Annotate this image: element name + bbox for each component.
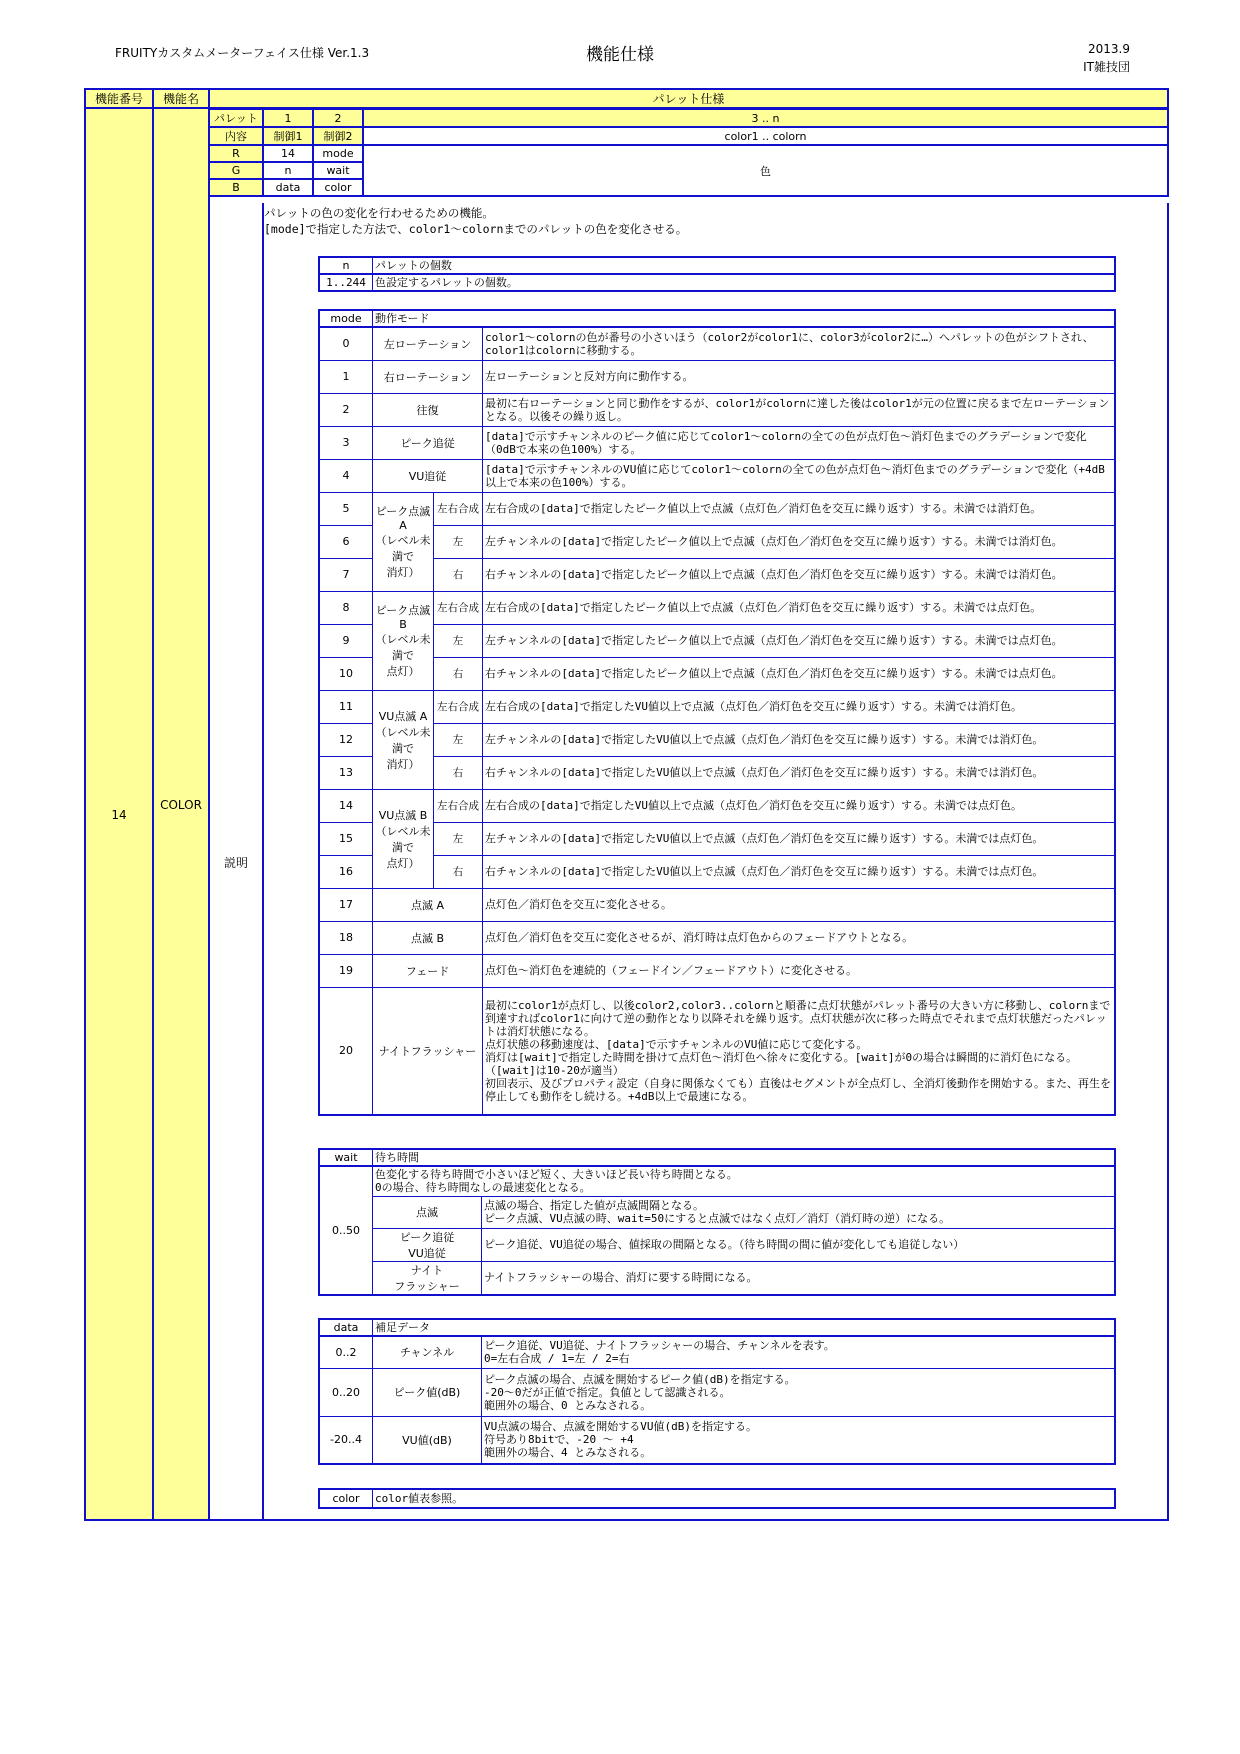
mode-number: 4 (319, 459, 373, 492)
mode-row (319, 591, 1115, 624)
palette-col2: wait (313, 162, 363, 179)
wait-row (319, 1166, 1115, 1196)
mode-channel: 右 (434, 855, 483, 888)
palette-row (209, 109, 1168, 127)
palette-col2: 2 (313, 109, 363, 127)
data-text: VU点滅の場合、点滅を開始するVU値(dB)を指定する。 符号あり8bitで、-20 ～ +4 範囲外の場合、4 とみなされる。 (482, 1416, 1116, 1464)
mode-text: 点灯色～消灯色を連続的（フェードイン／フェードアウト）に変化させる。 (483, 954, 1116, 987)
data-range: 0..2 (319, 1336, 373, 1368)
mode-row (319, 888, 1115, 921)
color-key: color (319, 1489, 373, 1508)
mode-channel: 右 (434, 558, 483, 591)
palette-col1: 14 (263, 145, 313, 162)
mode-number: 16 (319, 855, 373, 888)
mode-number: 9 (319, 624, 373, 657)
mode-text: 左右合成の[data]で指定したピーク値以上で点滅（点灯色／消灯色を交互に繰り返す）する。未満では点灯色。 (483, 591, 1116, 624)
mode-channel: 左 (434, 822, 483, 855)
wait-name: ピーク追従 VU追従 (373, 1228, 482, 1261)
mode-text: 左右合成の[data]で指定したピーク値以上で点滅（点灯色／消灯色を交互に繰り返す）する。未満では消灯色。 (483, 492, 1116, 525)
mode-text: 左チャンネルの[data]で指定したピーク値以上で点滅（点灯色／消灯色を交互に繰り返す）する。未満では消灯色。 (483, 525, 1116, 558)
mode-text: 右チャンネルの[data]で指定したピーク値以上で点滅（点灯色／消灯色を交互に繰り返す）する。未満では消灯色。 (483, 558, 1116, 591)
palette-row-label: パレット (209, 109, 263, 127)
func-name-column (152, 109, 210, 1521)
wait-title: 待ち時間 (373, 1149, 1116, 1166)
mode-row (319, 558, 1115, 591)
mode-text: [data]で示すチャンネルのピーク値に応じてcolor1～colornの全ての色が点灯色～消灯色までのグラデーションで変化（0dBで本来の色100%）する。 (483, 426, 1116, 459)
mode-row (319, 360, 1115, 393)
mode-channel: 右 (434, 657, 483, 690)
mode-name: 左ローテーション (373, 327, 483, 360)
mode-number: 5 (319, 492, 373, 525)
n-table (318, 256, 1116, 292)
palette-row (209, 127, 1168, 145)
doc-title: FRUITYカスタムメーターフェイス仕様 Ver.1.3 (115, 46, 370, 60)
mode-text: 右チャンネルの[data]で指定したVU値以上で点滅（点灯色／消灯色を交互に繰り返す）する。未満では消灯色。 (483, 756, 1116, 789)
palette-col2: color (313, 179, 363, 196)
mode-row (319, 822, 1115, 855)
mode-name: VU追従 (373, 459, 483, 492)
mode-number: 19 (319, 954, 373, 987)
mode-number: 1 (319, 360, 373, 393)
mode-channel: 右 (434, 756, 483, 789)
mode-text: 左ローテーションと反対方向に動作する。 (483, 360, 1116, 393)
mode-row (319, 459, 1115, 492)
mode-row (319, 855, 1115, 888)
mode-number: 6 (319, 525, 373, 558)
mode-text: 左チャンネルの[data]で指定したピーク値以上で点滅（点灯色／消灯色を交互に繰り返す）する。未満では点灯色。 (483, 624, 1116, 657)
palette-table (208, 108, 1169, 197)
mode-number: 20 (319, 987, 373, 1115)
wait-general: 色変化する待ち時間で小さいほど短く、大きいほど長い待ち時間となる。 0の場合、待ち時間なしの最速変化となる。 (373, 1166, 1116, 1196)
mode-text: 右チャンネルの[data]で指定したピーク値以上で点滅（点灯色／消灯色を交互に繰り返す）する。未満では点灯色。 (483, 657, 1116, 690)
mode-row (319, 756, 1115, 789)
data-name-cell: チャンネル (373, 1336, 482, 1368)
mode-channel: 左 (434, 624, 483, 657)
mode-key: mode (319, 310, 373, 327)
mode-name: 右ローテーション (373, 360, 483, 393)
color-text: color値表参照。 (373, 1489, 1116, 1508)
palette-col1: 制御1 (263, 127, 313, 145)
mode-number: 8 (319, 591, 373, 624)
mode-number: 11 (319, 690, 373, 723)
data-row (319, 1416, 1115, 1464)
intro-text (264, 205, 687, 237)
doc-date: 2013.9 (1088, 42, 1130, 56)
wait-name: 点滅 (373, 1196, 482, 1228)
mode-number: 7 (319, 558, 373, 591)
wait-range: 0..50 (319, 1166, 373, 1295)
mode-name: ナイトフラッシャー (373, 987, 483, 1115)
mode-row (319, 657, 1115, 690)
mode-text: 左チャンネルの[data]で指定したVU値以上で点滅（点灯色／消灯色を交互に繰り返す）する。未満では消灯色。 (483, 723, 1116, 756)
mode-name: 点滅 A (373, 888, 483, 921)
palette-row-label: G (209, 162, 263, 179)
data-key: data (319, 1319, 373, 1336)
color-table (318, 1488, 1116, 1509)
col-header-name: 機能名 (152, 88, 210, 109)
mode-table (318, 309, 1116, 1116)
palette-color-cell: 色 (363, 145, 1168, 196)
mode-number: 15 (319, 822, 373, 855)
intro-line-1: パレットの色の変化を行わせるための機能。 (264, 206, 494, 220)
data-table (318, 1318, 1116, 1465)
palette-row-label: B (209, 179, 263, 196)
mode-row (319, 690, 1115, 723)
n-key: n (319, 257, 373, 274)
mode-number: 0 (319, 327, 373, 360)
wait-table (318, 1148, 1116, 1296)
n-title: パレットの個数 (373, 257, 1116, 274)
intro-line-2: [mode]で指定した方法で、color1～colornまでのパレットの色を変化させる。 (264, 222, 688, 236)
mode-text: 左右合成の[data]で指定したVU値以上で点滅（点灯色／消灯色を交互に繰り返す）する。未満では点灯色。 (483, 789, 1116, 822)
desc-label: 説明 (223, 855, 248, 870)
data-row (319, 1336, 1115, 1368)
palette-col1: n (263, 162, 313, 179)
mode-name: 往復 (373, 393, 483, 426)
func-number-column (84, 109, 154, 1521)
mode-header (319, 310, 1115, 327)
palette-col1: data (263, 179, 313, 196)
mode-number: 18 (319, 921, 373, 954)
mode-text: 点灯色／消灯色を交互に変化させるが、消灯時は点灯色からのフェードアウトとなる。 (483, 921, 1116, 954)
wait-text: ピーク追従、VU追従の場合、値採取の間隔となる。（待ち時間の間に値が変化しても追従しない） (482, 1228, 1116, 1261)
palette-col3: 3 .. n (363, 109, 1168, 127)
mode-text: 最初に右ローテーションと同じ動作をするが、color1がcolornに達した後はcolor1が元の位置に戻るまで左ローテーションとなる。以後その繰り返し。 (483, 393, 1116, 426)
mode-number: 17 (319, 888, 373, 921)
mode-group-name: VU点滅 B （レベル未満で 点灯） (373, 789, 434, 888)
mode-text: 最初にcolor1が点灯し、以後color2,color3..colornと順番に点灯状態がパレット番号の大きい方に移動し、colornまで到達すればcolor1に向けて逆の動作となり以降それを繰り返す。点灯状態が次に移った時点でそれまで点灯状態だったパレットは消灯状態になる。 点灯状態の移動速度は、[data]で示すチャンネルのVU値に応じて変化する。 消灯は[wait]で指定した時間を掛けて点灯色～消灯色へ徐々に変化する。[wait]が0の場合は瞬間的に消灯色になる。（[wait]は10-20が適当） 初回表示、及びプロパティ設定（自身に関係なくても）直後はセグメントが全点灯し、全消灯後動作を開始する。また、再生を停止しても動作をし続ける。+4dB以上で最速になる。 (483, 987, 1116, 1115)
col-header-spec: パレット仕様 (208, 88, 1169, 109)
wait-text: 点滅の場合、指定した値が点滅間隔となる。 ピーク点滅、VU点滅の時、wait=50にすると点滅ではなく点灯／消灯（消灯時の逆）になる。 (482, 1196, 1116, 1228)
mode-group-name: ピーク点滅 B （レベル未満で 点灯） (373, 591, 434, 690)
func-name: COLOR (160, 798, 202, 812)
mode-row (319, 723, 1115, 756)
wait-name: ナイト フラッシャー (373, 1261, 482, 1295)
mode-number: 10 (319, 657, 373, 690)
mode-channel: 左右合成 (434, 492, 483, 525)
mode-text: 左チャンネルの[data]で指定したVU値以上で点滅（点灯色／消灯色を交互に繰り返す）する。未満では点灯色。 (483, 822, 1116, 855)
mode-title: 動作モード (373, 310, 1116, 327)
wait-row (319, 1261, 1115, 1295)
mode-row (319, 624, 1115, 657)
mode-row (319, 987, 1115, 1115)
mode-group-name: VU点滅 A （レベル未満で 消灯） (373, 690, 434, 789)
mode-channel: 左右合成 (434, 690, 483, 723)
mode-channel: 左 (434, 525, 483, 558)
palette-col2: mode (313, 145, 363, 162)
n-range: 1..244 (319, 274, 373, 291)
mode-number: 12 (319, 723, 373, 756)
palette-col1: 1 (263, 109, 313, 127)
mode-name: 点滅 B (373, 921, 483, 954)
mode-row (319, 426, 1115, 459)
mode-row (319, 492, 1115, 525)
mode-channel: 左 (434, 723, 483, 756)
mode-row (319, 327, 1115, 360)
mode-text: 右チャンネルの[data]で指定したVU値以上で点滅（点灯色／消灯色を交互に繰り返す）する。未満では点灯色。 (483, 855, 1116, 888)
mode-number: 14 (319, 789, 373, 822)
palette-col2: 制御2 (313, 127, 363, 145)
palette-row (209, 145, 1168, 162)
palette-row-label: 内容 (209, 127, 263, 145)
mode-text: color1～colornの色が番号の小さいほう（color2がcolor1に、color3がcolor2に…）へパレットの色がシフトされ、color1はcolornに移動する。 (483, 327, 1116, 360)
mode-row (319, 789, 1115, 822)
mode-number: 3 (319, 426, 373, 459)
data-title: 補足データ (373, 1319, 1116, 1336)
data-text: ピーク追従、VU追従、ナイトフラッシャーの場合、チャンネルを表す。 0=左右合成 / 1=左 / 2=右 (482, 1336, 1116, 1368)
n-text: 色設定するパレットの個数。 (373, 274, 1116, 291)
mode-row (319, 393, 1115, 426)
mode-group-name: ピーク点滅 A （レベル未満で 消灯） (373, 492, 434, 591)
mode-text: 左右合成の[data]で指定したVU値以上で点滅（点灯色／消灯色を交互に繰り返す）する。未満では消灯色。 (483, 690, 1116, 723)
data-name-cell: ピーク値(dB) (373, 1368, 482, 1416)
mode-name: フェード (373, 954, 483, 987)
wait-row (319, 1196, 1115, 1228)
data-range: -20..4 (319, 1416, 373, 1464)
wait-text: ナイトフラッシャーの場合、消灯に要する時間になる。 (482, 1261, 1116, 1295)
desc-label-column (208, 203, 264, 1521)
palette-col3: color1 .. colorn (363, 127, 1168, 145)
mode-text: [data]で示すチャンネルのVU値に応じてcolor1～colornの全ての色が点灯色～消灯色までのグラデーションで変化（+4dB以上で本来の色100%）する。 (483, 459, 1116, 492)
data-range: 0..20 (319, 1368, 373, 1416)
data-header (319, 1319, 1115, 1336)
mode-number: 13 (319, 756, 373, 789)
doc-org: IT雑技団 (1083, 60, 1130, 74)
palette-row-label: R (209, 145, 263, 162)
wait-row (319, 1228, 1115, 1261)
data-text: ピーク点滅の場合、点滅を開始するピーク値(dB)を指定する。 -20～0だが正値で指定。負値として認識される。 範囲外の場合、0 とみなされる。 (482, 1368, 1116, 1416)
mode-row (319, 921, 1115, 954)
mode-channel: 左右合成 (434, 591, 483, 624)
data-row (319, 1368, 1115, 1416)
mode-channel: 左右合成 (434, 789, 483, 822)
wait-key: wait (319, 1149, 373, 1166)
mode-number: 2 (319, 393, 373, 426)
func-number: 14 (111, 808, 127, 822)
mode-row (319, 954, 1115, 987)
mode-text: 点灯色／消灯色を交互に変化させる。 (483, 888, 1116, 921)
mode-name: ピーク追従 (373, 426, 483, 459)
mode-row (319, 525, 1115, 558)
page-title: 機能仕様 (586, 45, 654, 65)
col-header-number: 機能番号 (84, 88, 154, 109)
data-name-cell: VU値(dB) (373, 1416, 482, 1464)
wait-header (319, 1149, 1115, 1166)
